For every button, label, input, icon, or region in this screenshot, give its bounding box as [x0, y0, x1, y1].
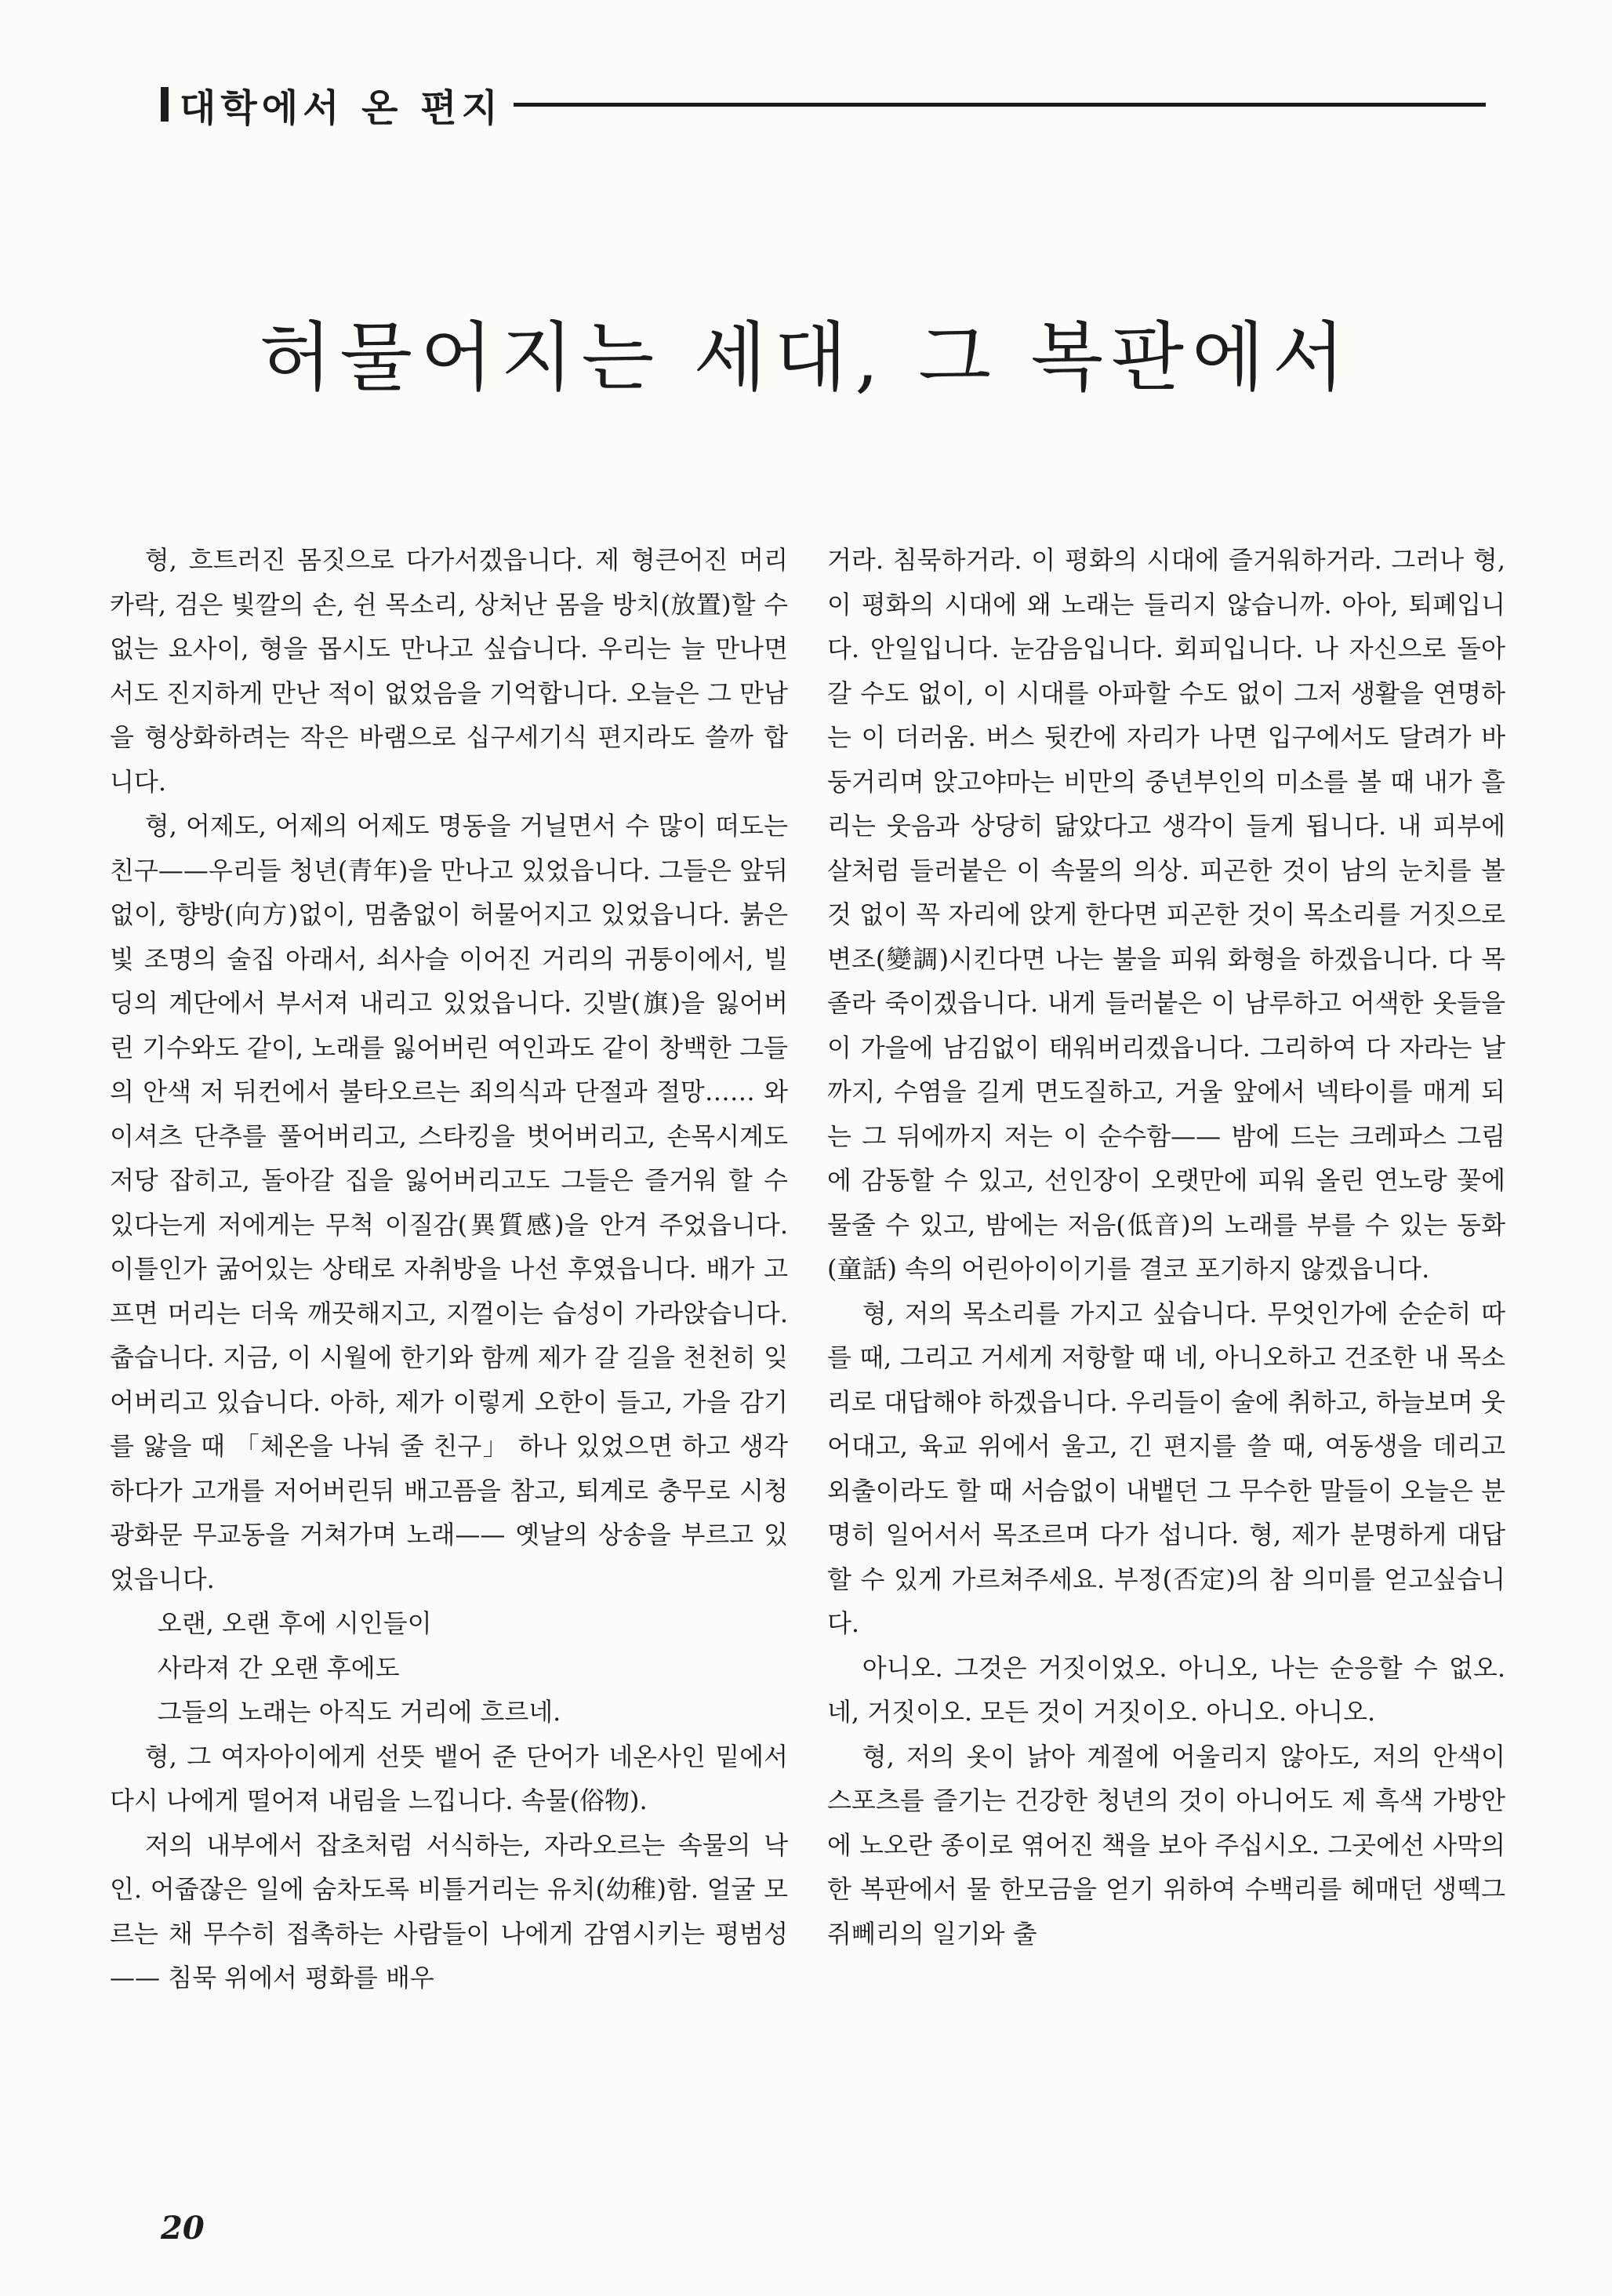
poem-line: 사라져 간 오랜 후에도 [157, 1652, 400, 1683]
page-number: 20 [161, 2210, 205, 2247]
paragraph: 거라. 침묵하거라. 이 평화의 시대에 즐거워하거라. 그러나 형, 이 평화의 시대에 왜 노래는 들리지 않습니까. 아아, 퇴폐입니다. 안일입니다. 눈감음입니다. 회피입니다. 나 자신으로 돌아갈 수도 없이, 이 시대를 아파할 수도 없이 그저 생활을 연명하는 이 더러움. 버스 뒷칸에 자리가 나면 입구에서도 달려가 바둥거리며 앉고야마는 비만의 중년부인의 미소를 볼 때 내가 흘리는 웃음과 상당히 닮았다고 생각이 들게 됩니다. 내 피부에 살처럼 들러붙은 이 속물의 의상. 피곤한 것이 남의 눈치를 볼 것 없이 꼭 자리에 앉게 한다면 피곤한 것이 목소리를 거짓으로 변조(變調)시킨다면 나는 불을 피워 화형을 하겠읍니다. 다 목졸라 죽이겠읍니다. 내게 들러붙은 이 남루하고 어색한 옷들을 이 가을에 남김없이 태워버리겠읍니다. 그리하여 다 자라는 날까지, 수염을 길게 면도질하고, 거울 앞에서 넥타이를 매게 되는 그 뒤에까지 저는 이 순수함—— 밤에 드는 크레파스 그림에 감동할 수 있고, 선인장이 오랫만에 피워 올린 연노랑 꽃에 물줄 수 있고, 밤에는 저음(低音)의 노래를 부를 수 있는 동화(童話) 속의 어린아이이기를 결코 포기하지 않겠읍니다. [827, 545, 1505, 1284]
header-bar-mark [161, 87, 169, 122]
poem-line: 오랜, 오랜 후에 시인들이 [157, 1608, 432, 1638]
paragraph: 아니오. 그것은 거짓이었오. 아니오, 나는 순응할 수 없오. 네, 거짓이오. 모든 것이 거짓이오. 아니오. 아니오. [827, 1652, 1505, 1727]
section-title: 대학에서 온 편지 [180, 85, 503, 130]
paragraph: 형, 흐트러진 몸짓으로 다가서겠읍니다. 제 형큰어진 머리카락, 검은 빛깔의 손, 쉰 목소리, 상처난 몸을 방치(放置)할 수 없는 요사이, 형을 몹시도 만나고 싶습니다. 우리는 늘 만나면서도 진지하게 만난 적이 없었음을 기억합니다. 오늘은 그 만남을 형상화하려는 작은 바램으로 십구세기식 편지라도 쓸까 합니다. [110, 545, 788, 797]
section-header [161, 77, 1486, 132]
left-column [110, 538, 788, 2185]
paragraph: 형, 저의 목소리를 가지고 싶습니다. 무엇인가에 순순히 따를 때, 그리고 거세게 저항할 때 네, 아니오하고 건조한 내 목소리로 대답해야 하겠읍니다. 우리들이 술에 취하고, 하늘보며 웃어대고, 육교 위에서 울고, 긴 편지를 쓸 때, 여동생을 데리고 외출이라도 할 때 서슴없이 내뱉던 그 무수한 말들이 오늘은 분명히 일어서서 목조르며 다가 섭니다. 형, 제가 분명하게 대답할 수 있게 가르쳐주세요. 부정(否定)의 참 의미를 얻고싶습니다. [827, 1298, 1505, 1638]
article-body [110, 538, 1505, 2185]
poem-line: 그들의 노래는 아직도 거리에 흐르네. [157, 1697, 561, 1727]
header-rule [514, 103, 1486, 107]
paragraph: 형, 그 여자아이에게 선뜻 뱉어 준 단어가 네온사인 밑에서 다시 나에게 떨어져 내림을 느낍니다. 속물(俗物). [110, 1741, 788, 1815]
paragraph: 저의 내부에서 잡초처럼 서식하는, 자라오르는 속물의 낙인. 어줍잖은 일에 숨차도록 비틀거리는 유치(幼稚)함. 얼굴 모르는 채 무수히 접촉하는 사람들이 나에게 감염시키는 평범성—— 침묵 위에서 평화를 배우 [110, 1829, 788, 1993]
paragraph: 형, 어제도, 어제의 어제도 명동을 거닐면서 수 많이 떠도는 친구——우리들 청년(青年)을 만나고 있었읍니다. 그들은 앞뒤없이, 향방(向方)없이, 멈춤없이 허물어지고 있었읍니다. 붉은 빛 조명의 술집 아래서, 쇠사슬 이어진 거리의 귀퉁이에서, 빌딩의 계단에서 부서져 내리고 있었읍니다. 깃발(旗)을 잃어버린 기수와도 같이, 노래를 잃어버린 여인과도 같이 창백한 그들의 안색 저 뒤컨에서 불타오르는 죄의식과 단절과 절망…… 와이셔츠 단추를 풀어버리고, 스타킹을 벗어버리고, 손목시계도 저당 잡히고, 돌아갈 집을 잃어버리고도 그들은 즐거워 할 수 있다는게 저에게는 무척 이질감(異質感)을 안겨 주었읍니다. 이틀인가 굶어있는 상태로 자취방을 나선 후였읍니다. 배가 고프면 머리는 더욱 깨끗해지고, 지껄이는 습성이 가라앉습니다. 춥습니다. 지금, 이 시월에 한기와 함께 제가 갈 길을 천천히 잊어버리고 있습니다. 아하, 제가 이렇게 오한이 들고, 가을 감기를 앓을 때 「체온을 나눠 줄 친구」 하나 있었으면 하고 생각하다가 고개를 저어버린뒤 배고픔을 참고, 퇴계로 충무로 시청 광화문 무교동을 거쳐가며 노래—— 옛날의 상송을 부르고 있었읍니다. [110, 811, 788, 1594]
right-column [827, 538, 1505, 2185]
article-title: 허물어지는 세대, 그 복판에서 [259, 314, 1353, 401]
paragraph: 형, 저의 옷이 낡아 계절에 어울리지 않아도, 저의 안색이 스포츠를 즐기는 건강한 청년의 것이 아니어도 제 흑색 가방안에 노오란 종이로 엮어진 책을 보아 주십시오. 그곳에선 사막의 한 복판에서 물 한모금을 얻기 위하여 수백리를 헤매던 생떽그쥐뻬리의 일기와 출 [827, 1741, 1505, 1949]
